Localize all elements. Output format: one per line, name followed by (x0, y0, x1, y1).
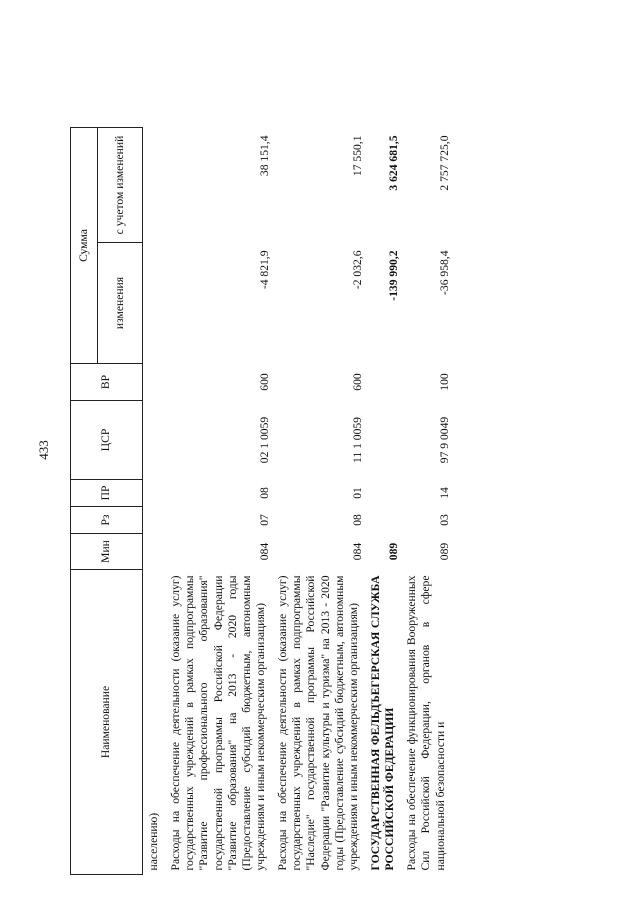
table-row (165, 128, 272, 875)
table-row (143, 128, 166, 875)
cell-pr (365, 480, 401, 507)
header-rz: Рз (71, 507, 143, 534)
header-total: с учетом изменений (98, 128, 143, 243)
cell-min: 089 (437, 542, 451, 561)
cell-izm: -4 821,9 (257, 250, 271, 290)
header-pr: ПР (71, 480, 143, 507)
cell-total: 17 550,1 (350, 135, 364, 177)
cell-min (143, 534, 166, 570)
cell-vr (143, 364, 166, 401)
page-number: 433 (36, 440, 51, 460)
table-row (272, 128, 365, 875)
cell-total: 3 624 681,5 (387, 135, 401, 191)
cell-pr: 01 (350, 487, 364, 499)
cell-vr: 600 (350, 373, 364, 391)
header-name: Наименование (71, 570, 143, 875)
cell-pr: 14 (437, 487, 451, 499)
table-row (365, 128, 401, 875)
cell-csr (143, 401, 166, 480)
header-csr: ЦСР (71, 401, 143, 480)
cell-min: 084 (350, 542, 364, 561)
cell-rz (143, 507, 166, 534)
cell-izm: -2 032,6 (350, 250, 364, 290)
header-row-1 (71, 128, 98, 875)
budget-table (70, 127, 452, 875)
header-min: Мин (71, 534, 143, 570)
cell-csr: 02 1 0059 (257, 416, 271, 464)
cell-pr: 08 (257, 487, 271, 499)
header-vr: ВР (71, 364, 143, 401)
cell-name: населению) (147, 812, 160, 871)
cell-name: Расходы на обеспечение деятельности (оказание услуг) государственных учреждений в рамках подпрограммы "Наследие" государственной программы Российской Федерации "Развитие культуры и туризма" на 2013 - 2020 годы (Предоставление субсидий бюджетным, автономным учреждениям и иным некоммерческим организациям) (276, 575, 360, 871)
cell-name: Расходы на обеспечение функционирования Вооруженных Сил Российской Федерации, органов в сфере национальной безопасности и (405, 575, 447, 871)
cell-vr: 100 (437, 373, 451, 391)
cell-name: Расходы на обеспечение деятельности (оказание услуг) государственных учреждений в рамках подпрограммы "Развитие профессионального образования" государственной программы Российской Федерации "Развитие образования" на 2013 - 2020 годы (Предоставление субсидий бюджетным, автономным учреждениям и иным некоммерческим организациям) (169, 575, 267, 871)
cell-pr (143, 480, 166, 507)
cell-total (143, 128, 166, 243)
cell-csr: 11 1 0059 (350, 417, 364, 463)
cell-izm (143, 243, 166, 364)
header-sum: Сумма (71, 128, 98, 364)
cell-name: ГОСУДАРСТВЕННАЯ ФЕЛЬДЪЕГЕРСКАЯ СЛУЖБА РОССИЙСКОЙ ФЕДЕРАЦИИ (368, 575, 397, 871)
cell-rz: 03 (437, 514, 451, 526)
cell-rz: 07 (257, 514, 271, 526)
cell-vr: 600 (257, 373, 271, 391)
cell-izm: -139 990,2 (387, 250, 401, 301)
header-izm: изменения (98, 243, 143, 364)
cell-min: 084 (257, 542, 271, 561)
cell-rz (365, 507, 401, 534)
table-row (401, 128, 451, 875)
cell-izm: -36 958,4 (437, 250, 451, 295)
cell-total: 38 151,4 (257, 135, 271, 177)
cell-rz: 08 (350, 514, 364, 526)
cell-csr: 97 9 0049 (437, 416, 451, 464)
cell-csr (365, 401, 401, 480)
cell-min: 089 (387, 542, 401, 561)
cell-total: 2 757 725,0 (437, 135, 451, 191)
cell-vr (365, 364, 401, 401)
